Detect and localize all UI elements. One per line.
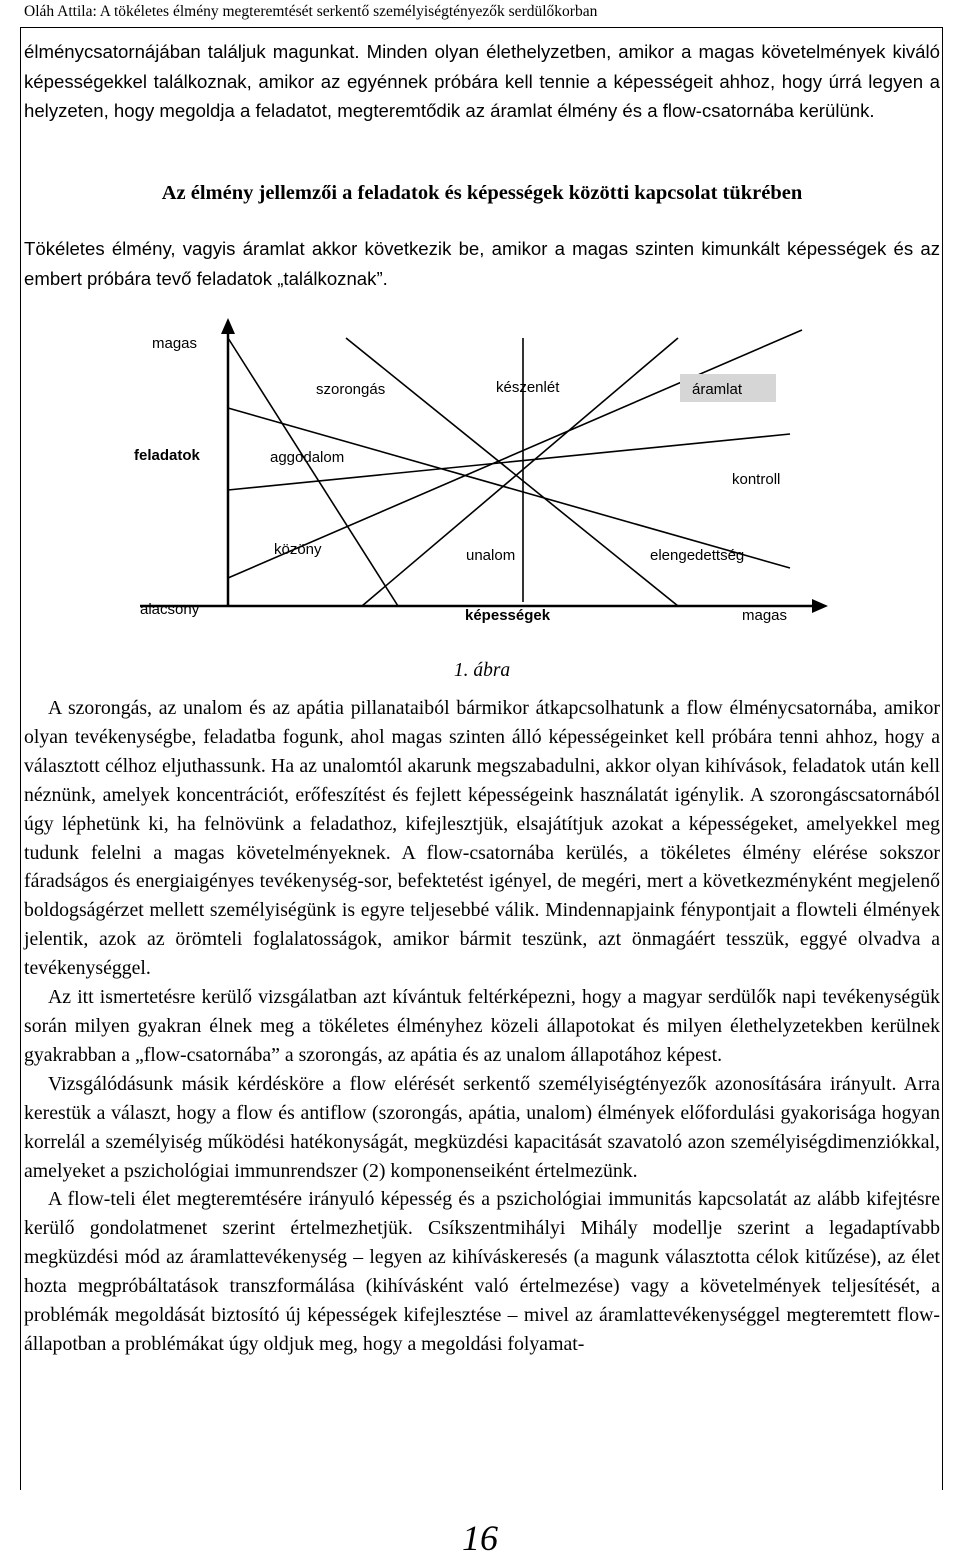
page-number: 16 — [462, 1518, 498, 1558]
szorongas-label: szorongás — [316, 381, 386, 398]
body-text — [24, 694, 940, 1359]
flow-model-diagram — [130, 316, 830, 636]
x-low-label: alacsony — [140, 601, 200, 618]
figure-caption: 1. ábra — [453, 660, 511, 681]
elengedettseg-label: elengedettség — [650, 547, 745, 564]
body-paragraph: A szorongás, az unalom és az apátia pillanataiból bármikor átkapcsolhatunk a flow élménycsatornába, amikor olyan tevékenységbe, feladatba fogunk, ahol magas szinten álló képességeinket kell próbára tenni ahhoz, hogy a választott célhoz eljuthassunk. Ha az unalomtól akarunk megszabadulni, akkor olyan kihívások, feladatok után kell néznünk, amelyek koncentrációt, erőfeszítést és fejlett képességeink használatát igénylik. A szorongáscsatornából úgy léphetünk ki, ha felnövünk a feladathoz, kifejlesztjük, elsajátítjuk azokat a képességeket, amelyekkel meg tudunk felelni a magas követelményeknek. A flow-csatornába kerülés, a tökéletes élmény elérése sokszor fáradságos és energiaigényes tevékenység-sor, befektetést igényel, de megéri, mert a következményként megjelenő boldogságérzet mellett személyiségünk is egyre teljesebbé válik. Mindennapjaink fénypontjait a flowteli élmények jelentik, azok az örömteli foglalatosságok, amikor bármit teszünk, azt önmagáért tesszük, eggyé olvadva a tevékenységgel. — [24, 697, 940, 980]
y-axis-arrowhead — [221, 318, 235, 334]
y-axis-label: feladatok — [134, 447, 200, 464]
aggodalom-label: aggodalom — [270, 449, 345, 466]
x-axis-label: képességek — [465, 607, 551, 624]
unalom-label: unalom — [466, 547, 516, 564]
body-paragraph: A flow-teli élet megteremtésére irányuló képesség és a pszichológiai immunitás kapcsolatát az alább kifejtésre kerülő gondolatmenet szerint értelmezhetjük. Csíkszentmihályi Mihály modellje szerint a legadaptívabb megküzdési mód az áramlattevékenység – legyen az kihíváskeresés (a magunk választotta célok kitűzése), az élet hozta megpróbáltatások transzformálása (kihívásként való értelmezése) vagy a követelmények teljesítését, a problémák megoldását biztosító új képességek kifejlesztése – mivel az áramlattevékenységgel megteremtett flow-állapotban a problémákat úgy oldjuk meg, hogy a megoldási folyamat- — [24, 1188, 940, 1355]
intro-paragraph: élménycsatornájában találjuk magunkat. Minden olyan élethelyzetben, amikor a magas követelmények kiváló képességekkel találkoznak, amikor az egyénnek próbára kell tennie a képességeit ahhoz, hogy úrrá legyen a helyzeten, hogy megoldja a feladatot, megteremtődik az áramlat élmény és a flow-csatornába kerülünk. — [24, 41, 940, 121]
running-header: Oláh Attila: A tökéletes élmény megteremtését serkentő személyiségtényezők serdülőkorban — [24, 3, 598, 20]
boundary-line — [228, 338, 398, 606]
x-axis-arrowhead — [812, 599, 828, 613]
definition-paragraph: Tökéletes élmény, vagyis áramlat akkor következik be, amikor a magas szinten kimunkált képességek és az embert próbára tevő feladatok „találkoznak”. — [24, 238, 940, 289]
keszenlet-label: készenlét — [496, 379, 560, 396]
x-high-label: magas — [742, 607, 788, 624]
kozony-label: közöny — [274, 541, 322, 558]
kontroll-label: kontroll — [732, 471, 781, 488]
right-border-rule — [942, 27, 943, 1490]
y-high-label: magas — [152, 335, 198, 352]
body-paragraph: Az itt ismertetésre kerülő vizsgálatban azt kívántuk feltérképezni, hogy a magyar serdülők napi tevékenységük során milyen gyakran élnek meg a tökéletes élményhez közeli állapotokat és milyen élethelyzetekben kerülnek gyakrabban a „flow-csatornába” a szorongás, az apátia és az unalom állapotához képest. — [24, 986, 940, 1066]
header-rule — [20, 27, 943, 28]
section-heading: Az élmény jellemzői a feladatok és képességek közötti kapcsolat tükrében — [161, 182, 803, 204]
flow-model-figure — [130, 316, 830, 636]
aramlat-label: áramlat — [692, 381, 743, 398]
body-paragraph: Vizsgálódásunk másik kérdésköre a flow elérését serkentő személyiségtényezők azonosítására irányult. Arra kerestük a választ, hogy a flow és antiflow (szorongás, apátia, unalom) élmények előfordulási gyakorisága hogyan korrelál a személyiség működési hatékonyságát, megküzdési kapacitását szavatoló azon személyiségdimenziókkal, amelyeket a pszichológiai immunrendszer (2) komponenseiként értelmezünk. — [24, 1072, 940, 1182]
left-border-rule — [20, 27, 21, 1490]
